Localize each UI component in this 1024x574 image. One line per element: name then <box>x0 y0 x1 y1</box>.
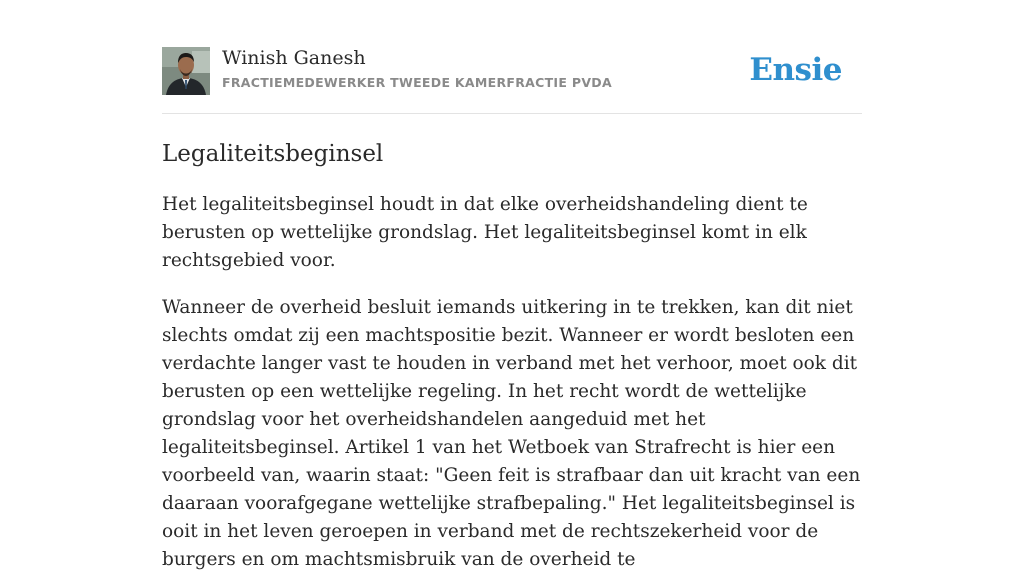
avatar[interactable] <box>162 47 210 95</box>
author-name[interactable]: Winish Ganesh <box>222 47 366 69</box>
article-paragraph: Wanneer de overheid besluit iemands uitkering in te trekken, kan dit niet slechts omdat zij een machtspositie bezit. Wanneer er wordt besloten een verdachte langer vast te houden in verband met het verhoor, moet ook dit berusten op een wettelijke regeling. In het recht wordt de wettelijke grondslag voor het overheidshandelen aangeduid met het legaliteitsbeginsel. Artikel 1 van het Wetboek van Strafrecht is hier een voorbeeld van, waarin staat: "Geen feit is strafbaar dan uit kracht van een daaraan voorafgegane wettelijke strafbepaling." Het legaliteitsbeginsel is ooit in het leven geroepen in verband met de rechtszekerheid voor de burgers en om machtsmisbruik van de overheid te <box>162 297 861 570</box>
article-title: Legaliteitsbeginsel <box>162 141 384 167</box>
article-container <box>162 46 862 574</box>
avatar-photo <box>162 47 210 95</box>
author-role: FRACTIEMEDEWERKER TWEEDE KAMERFRACTIE PVDA <box>222 75 612 90</box>
author-header <box>162 46 862 114</box>
brand-logo[interactable]: Ensie <box>749 52 842 88</box>
article-paragraph: Het legaliteitsbeginsel houdt in dat elke overheidshandeling dient te berusten op wettelijke grondslag. Het legaliteitsbeginsel komt in elk rechtsgebied voor. <box>162 194 808 271</box>
